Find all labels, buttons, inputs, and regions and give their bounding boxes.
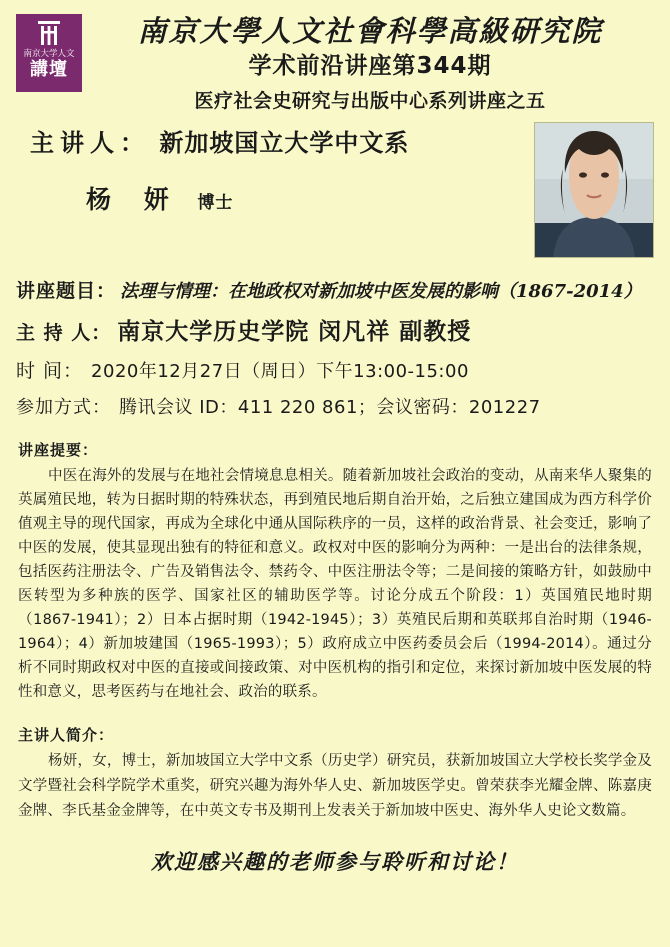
topic-line <box>16 276 654 303</box>
speaker-degree: 博士 <box>197 193 234 213</box>
host-line <box>16 313 654 346</box>
speaker-affiliation: 新加坡国立大学中文系 <box>159 129 410 157</box>
info-block <box>0 276 670 419</box>
abstract-body: 中医在海外的发展与在地社会情境息息相关。随着新加坡社会政治的变动，从南来华人聚集的英属殖民地，转为日据时期的特殊状态，再到殖民地后期自治开始，之后独立建国成为西方科学价值观主导的现代国家，再成为全球化中通从国际秩序的一员，这样的政治背景、社会变迁，影响了中医的发展，使其显现出独有的特征和意义。政权对中医的影响分为两种：一是出台的法律条规，包括医药注册法令、广告及销售法令、禁药令、中医注册法令等；二是间接的策略方针，如鼓励中医转型为多种族的医学、国家社区的辅助医学等。讨论分成五个阶段：1）英国殖民地时期（1867-1941）；2）日本占据时期（1942-1945）；3）英殖民后期和英联邦自治时期（1946-1964）；4）新加坡建国（1965-1993）；5）政府成立中医药委员会后（1994-2014）。通过分析不同时期政权对中医的直接或间接政策、对中医机构的指引和定位，来探讨新加坡中医发展的特性和意义，思考医药与在地社会、政治的联系。 <box>18 468 652 700</box>
avatar <box>534 122 654 258</box>
speaker-section <box>0 128 670 248</box>
abstract-title: 讲座提要： <box>18 441 99 459</box>
lecture-number: 学术前沿讲座第344期 <box>248 53 492 79</box>
speaker-name: 杨 妍 <box>86 185 181 214</box>
host-value: 南京大学历史学院 闵凡祥 副教授 <box>117 319 472 345</box>
header-titles <box>82 14 656 114</box>
abstract-section <box>0 439 670 876</box>
logo-line2: 講壇 <box>30 59 68 80</box>
bio-body: 杨妍，女，博士，新加坡国立大学中文系（历史学）研究员，获新加坡国立大学校长奖学金及文学暨社会科学院学术重奖，研究兴趣为海外华人史、新加坡医学史。曾荣获李光耀金牌、陈嘉庚金牌、李氏基金金牌等，在中英文专书及期刊上发表关于新加坡中医史、海外华人史论文数篇。 <box>18 753 652 819</box>
logo-line1: 南京大学人文 <box>23 49 75 59</box>
speaker-label: 主讲人： <box>30 129 150 157</box>
bio-title: 主讲人简介： <box>18 726 115 744</box>
topic-label: 讲座题目： <box>16 280 117 302</box>
poster-header <box>0 0 670 114</box>
institute-logo <box>16 14 82 92</box>
time-line <box>16 356 654 383</box>
series-title: 医疗社会史研究与出版中心系列讲座之五 <box>194 90 546 112</box>
join-label: 参加方式： <box>16 397 111 418</box>
footer-note: 欢迎感兴趣的老师参与聆听和讨论！ <box>151 849 519 874</box>
page-title: 南京大學人文社會科學高級研究院 <box>137 14 603 48</box>
join-value: 腾讯会议 ID：411 220 861；会议密码：201227 <box>119 397 541 418</box>
host-label: 主 持 人： <box>16 322 112 344</box>
time-label: 时 间： <box>16 360 84 382</box>
time-value: 2020年12月27日（周日）下午13:00-15:00 <box>91 361 469 382</box>
speaker-portrait <box>535 123 653 257</box>
gate-icon <box>34 18 64 48</box>
join-line <box>16 393 654 419</box>
topic-value: 法理与情理：在地政权对新加坡中医发展的影响（1867-2014） <box>120 281 642 302</box>
